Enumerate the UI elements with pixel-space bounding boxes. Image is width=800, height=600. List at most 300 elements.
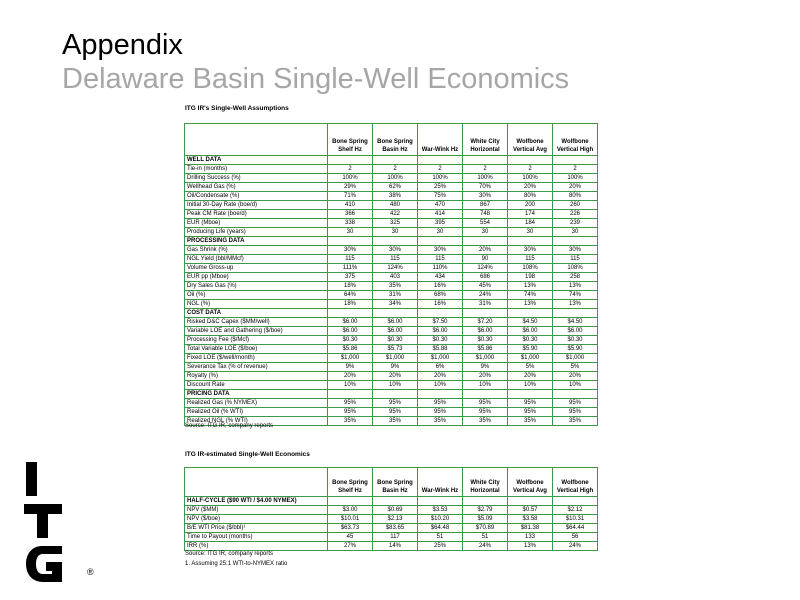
section-filler-cell bbox=[418, 237, 463, 246]
section-filler-cell bbox=[508, 497, 553, 506]
section-title: PRICING DATA bbox=[185, 390, 328, 399]
cell-value: 38% bbox=[373, 192, 418, 201]
section-filler-cell bbox=[463, 497, 508, 506]
cell-value: 325 bbox=[373, 219, 418, 228]
row-label: Oil (%) bbox=[185, 291, 328, 300]
cell-value: $10.01 bbox=[328, 515, 373, 524]
section-title: COST DATA bbox=[185, 309, 328, 318]
cell-value: $7.50 bbox=[418, 318, 463, 327]
economics-source: Source: ITG IR, company reports bbox=[185, 551, 274, 557]
cell-value: $6.00 bbox=[418, 327, 463, 336]
table-row bbox=[185, 165, 598, 174]
cell-value: 100% bbox=[418, 174, 463, 183]
cell-value: 9% bbox=[463, 363, 508, 372]
cell-value: 554 bbox=[463, 219, 508, 228]
cell-value: 30 bbox=[328, 228, 373, 237]
row-label: Risked D&C Capex ($MM/well) bbox=[185, 318, 328, 327]
section-filler-cell bbox=[373, 237, 418, 246]
table-row bbox=[185, 515, 598, 524]
row-label: Severance Tax (% of revenue) bbox=[185, 363, 328, 372]
cell-value: 90 bbox=[463, 255, 508, 264]
row-label: Initial 30-Day Rate (boe/d) bbox=[185, 201, 328, 210]
table-row bbox=[185, 408, 598, 417]
column-header: Bone Spring Shelf Hz bbox=[328, 124, 373, 156]
table-row bbox=[185, 506, 598, 515]
section-filler-cell bbox=[463, 390, 508, 399]
table-row bbox=[185, 201, 598, 210]
row-label: Variable LOE and Gathering ($/boe) bbox=[185, 327, 328, 336]
section-filler-cell bbox=[508, 156, 553, 165]
row-label: Processing Fee ($/Mcf) bbox=[185, 336, 328, 345]
cell-value: 100% bbox=[553, 174, 598, 183]
section-filler-cell bbox=[328, 237, 373, 246]
table-row bbox=[185, 524, 598, 533]
row-label: Tie-in (months) bbox=[185, 165, 328, 174]
row-label: Discount Rate bbox=[185, 381, 328, 390]
cell-value: 95% bbox=[328, 408, 373, 417]
row-label: Drilling Success (%) bbox=[185, 174, 328, 183]
table-row bbox=[185, 318, 598, 327]
cell-value: 226 bbox=[553, 210, 598, 219]
cell-value: 24% bbox=[553, 542, 598, 551]
cell-value: 95% bbox=[328, 399, 373, 408]
table-header-row bbox=[185, 468, 598, 497]
column-header: White City Horizontal bbox=[463, 124, 508, 156]
table-row bbox=[185, 183, 598, 192]
cell-value: 30 bbox=[508, 228, 553, 237]
cell-value: 2 bbox=[553, 165, 598, 174]
cell-value: $5.90 bbox=[508, 345, 553, 354]
cell-value: 13% bbox=[508, 300, 553, 309]
table-row bbox=[185, 381, 598, 390]
table-row bbox=[185, 264, 598, 273]
section-filler-cell bbox=[328, 390, 373, 399]
cell-value: 62% bbox=[373, 183, 418, 192]
row-label: Realized NGL (% WTI) bbox=[185, 417, 328, 426]
column-header: Bone Spring Shelf Hz bbox=[328, 468, 373, 497]
cell-value: 35% bbox=[373, 417, 418, 426]
cell-value: $5.86 bbox=[463, 345, 508, 354]
cell-value: 29% bbox=[328, 183, 373, 192]
row-label: NPV ($MM) bbox=[185, 506, 328, 515]
cell-value: $0.30 bbox=[553, 336, 598, 345]
table-row bbox=[185, 372, 598, 381]
cell-value: 31% bbox=[373, 291, 418, 300]
cell-value: 10% bbox=[328, 381, 373, 390]
cell-value: 35% bbox=[328, 417, 373, 426]
cell-value: $3.53 bbox=[418, 506, 463, 515]
table-row bbox=[185, 174, 598, 183]
section-filler-cell bbox=[463, 237, 508, 246]
cell-value: 403 bbox=[373, 273, 418, 282]
section-filler-cell bbox=[508, 237, 553, 246]
cell-value: 260 bbox=[553, 201, 598, 210]
cell-value: 95% bbox=[418, 399, 463, 408]
section-title: PROCESSING DATA bbox=[185, 237, 328, 246]
cell-value: 10% bbox=[508, 381, 553, 390]
cell-value: 20% bbox=[373, 372, 418, 381]
row-label: Peak CM Rate (boe/d) bbox=[185, 210, 328, 219]
cell-value: 71% bbox=[328, 192, 373, 201]
cell-value: 198 bbox=[508, 273, 553, 282]
table-row bbox=[185, 273, 598, 282]
cell-value: 110% bbox=[418, 264, 463, 273]
cell-value: 95% bbox=[508, 399, 553, 408]
section-filler-cell bbox=[373, 497, 418, 506]
cell-value: 30% bbox=[373, 246, 418, 255]
cell-value: 111% bbox=[328, 264, 373, 273]
column-header: Wolfbone Vertical High bbox=[553, 468, 598, 497]
cell-value: $5.90 bbox=[553, 345, 598, 354]
cell-value: 30% bbox=[553, 246, 598, 255]
cell-value: 20% bbox=[463, 246, 508, 255]
section-filler-cell bbox=[328, 497, 373, 506]
cell-value: $0.30 bbox=[508, 336, 553, 345]
cell-value: 95% bbox=[553, 408, 598, 417]
cell-value: $81.38 bbox=[508, 524, 553, 533]
cell-value: 80% bbox=[553, 192, 598, 201]
cell-value: $4.50 bbox=[508, 318, 553, 327]
section-header-row bbox=[185, 309, 598, 318]
row-label: EUR (Mboe) bbox=[185, 219, 328, 228]
cell-value: 414 bbox=[418, 210, 463, 219]
cell-value: $4.50 bbox=[553, 318, 598, 327]
cell-value: 18% bbox=[328, 300, 373, 309]
cell-value: 30% bbox=[328, 246, 373, 255]
cell-value: 20% bbox=[553, 372, 598, 381]
cell-value: $3.58 bbox=[508, 515, 553, 524]
table-row bbox=[185, 255, 598, 264]
cell-value: 115 bbox=[328, 255, 373, 264]
cell-value: 80% bbox=[508, 192, 553, 201]
cell-value: 20% bbox=[418, 372, 463, 381]
row-label: Gas Shrink (%) bbox=[185, 246, 328, 255]
cell-value: 100% bbox=[328, 174, 373, 183]
cell-value: 95% bbox=[463, 399, 508, 408]
cell-value: 10% bbox=[418, 381, 463, 390]
cell-value: 95% bbox=[553, 399, 598, 408]
row-label: EUR pp (Mboe) bbox=[185, 273, 328, 282]
cell-value: $1,000 bbox=[328, 354, 373, 363]
cell-value: 30% bbox=[418, 246, 463, 255]
column-header: White City Horizontal bbox=[463, 468, 508, 497]
section-title: HALF-CYCLE ($90 WTI / $4.00 NYMEX) bbox=[185, 497, 328, 506]
column-header: Wolfbone Vertical Avg bbox=[508, 124, 553, 156]
section-filler-cell bbox=[418, 156, 463, 165]
column-header: War-Wink Hz bbox=[418, 124, 463, 156]
cell-value: 35% bbox=[553, 417, 598, 426]
column-header: Bone Spring Basin Hz bbox=[373, 468, 418, 497]
row-label: Realized Oil (% WTI) bbox=[185, 408, 328, 417]
cell-value: 117 bbox=[373, 533, 418, 542]
row-label: Producing Life (years) bbox=[185, 228, 328, 237]
cell-value: $0.30 bbox=[463, 336, 508, 345]
table-row bbox=[185, 533, 598, 542]
cell-value: 20% bbox=[508, 372, 553, 381]
row-label: Total Variable LOE ($/boe) bbox=[185, 345, 328, 354]
cell-value: 25% bbox=[418, 183, 463, 192]
cell-value: $6.00 bbox=[328, 318, 373, 327]
cell-value: 5% bbox=[553, 363, 598, 372]
cell-value: $64.48 bbox=[418, 524, 463, 533]
table-row bbox=[185, 291, 598, 300]
cell-value: 20% bbox=[508, 183, 553, 192]
cell-value: $0.30 bbox=[373, 336, 418, 345]
cell-value: 75% bbox=[418, 192, 463, 201]
row-label: Dry Sales Gas (%) bbox=[185, 282, 328, 291]
cell-value: 108% bbox=[553, 264, 598, 273]
cell-value: 375 bbox=[328, 273, 373, 282]
section-filler-cell bbox=[553, 309, 598, 318]
column-header: Wolfbone Vertical Avg bbox=[508, 468, 553, 497]
cell-value: 74% bbox=[553, 291, 598, 300]
section-filler-cell bbox=[508, 390, 553, 399]
cell-value: 10% bbox=[373, 381, 418, 390]
cell-value: 124% bbox=[373, 264, 418, 273]
cell-value: $6.00 bbox=[373, 318, 418, 327]
cell-value: 35% bbox=[373, 282, 418, 291]
cell-value: 470 bbox=[418, 201, 463, 210]
cell-value: $0.30 bbox=[328, 336, 373, 345]
cell-value: 174 bbox=[508, 210, 553, 219]
cell-value: 200 bbox=[508, 201, 553, 210]
cell-value: $7.20 bbox=[463, 318, 508, 327]
cell-value: 115 bbox=[418, 255, 463, 264]
section-filler-cell bbox=[418, 497, 463, 506]
cell-value: 100% bbox=[508, 174, 553, 183]
column-header: Wolfbone Vertical High bbox=[553, 124, 598, 156]
row-label: Royalty (%) bbox=[185, 372, 328, 381]
table-row bbox=[185, 399, 598, 408]
section-header-row bbox=[185, 237, 598, 246]
page-title: Appendix bbox=[62, 29, 183, 61]
cell-value: 35% bbox=[418, 417, 463, 426]
cell-value: $6.00 bbox=[553, 327, 598, 336]
table-row bbox=[185, 210, 598, 219]
row-label: NPV ($/boe) bbox=[185, 515, 328, 524]
cell-value: 34% bbox=[373, 300, 418, 309]
cell-value: 480 bbox=[373, 201, 418, 210]
table-row bbox=[185, 363, 598, 372]
section-header-row bbox=[185, 497, 598, 506]
cell-value: 115 bbox=[373, 255, 418, 264]
column-header: War-Wink Hz bbox=[418, 468, 463, 497]
section-filler-cell bbox=[553, 237, 598, 246]
cell-value: $3.00 bbox=[328, 506, 373, 515]
cell-value: 70% bbox=[463, 183, 508, 192]
section-filler-cell bbox=[463, 156, 508, 165]
cell-value: 2 bbox=[328, 165, 373, 174]
cell-value: 100% bbox=[373, 174, 418, 183]
cell-value: 31% bbox=[463, 300, 508, 309]
cell-value: 2 bbox=[373, 165, 418, 174]
cell-value: 14% bbox=[373, 542, 418, 551]
cell-value: 2 bbox=[418, 165, 463, 174]
cell-value: 30 bbox=[418, 228, 463, 237]
cell-value: 184 bbox=[508, 219, 553, 228]
table-row bbox=[185, 345, 598, 354]
cell-value: 45 bbox=[328, 533, 373, 542]
cell-value: 68% bbox=[418, 291, 463, 300]
cell-value: 35% bbox=[508, 417, 553, 426]
table-row bbox=[185, 228, 598, 237]
section-filler-cell bbox=[553, 390, 598, 399]
cell-value: 20% bbox=[328, 372, 373, 381]
table-row bbox=[185, 542, 598, 551]
row-label: Realized Gas (% NYMEX) bbox=[185, 399, 328, 408]
cell-value: 18% bbox=[328, 282, 373, 291]
cell-value: 9% bbox=[328, 363, 373, 372]
cell-value: 13% bbox=[553, 300, 598, 309]
cell-value: 30 bbox=[553, 228, 598, 237]
cell-value: 10% bbox=[463, 381, 508, 390]
cell-value: 35% bbox=[463, 417, 508, 426]
section-filler-cell bbox=[463, 309, 508, 318]
cell-value: 95% bbox=[373, 399, 418, 408]
itg-logo bbox=[24, 462, 99, 584]
cell-value: 27% bbox=[328, 542, 373, 551]
cell-value: $0.57 bbox=[508, 506, 553, 515]
cell-value: 239 bbox=[553, 219, 598, 228]
header-blank-cell bbox=[185, 468, 328, 497]
economics-caption: ITG IR-estimated Single-Well Economics bbox=[185, 451, 310, 458]
cell-value: $5.73 bbox=[373, 345, 418, 354]
cell-value: 95% bbox=[373, 408, 418, 417]
cell-value: $0.30 bbox=[418, 336, 463, 345]
cell-value: 74% bbox=[508, 291, 553, 300]
cell-value: $10.20 bbox=[418, 515, 463, 524]
cell-value: $5.88 bbox=[418, 345, 463, 354]
cell-value: 13% bbox=[508, 282, 553, 291]
cell-value: $6.00 bbox=[328, 327, 373, 336]
page-subtitle: Delaware Basin Single-Well Economics bbox=[62, 63, 570, 95]
cell-value: 20% bbox=[463, 372, 508, 381]
registered-mark: ® bbox=[87, 567, 94, 577]
cell-value: $6.00 bbox=[373, 327, 418, 336]
cell-value: 108% bbox=[508, 264, 553, 273]
row-label: B/E WTI Price ($/bbl)¹ bbox=[185, 524, 328, 533]
table-header-row bbox=[185, 124, 598, 156]
table-row bbox=[185, 300, 598, 309]
row-label: Wellhead Gas (%) bbox=[185, 183, 328, 192]
cell-value: 24% bbox=[463, 291, 508, 300]
section-filler-cell bbox=[418, 309, 463, 318]
cell-value: $2.79 bbox=[463, 506, 508, 515]
cell-value: 422 bbox=[373, 210, 418, 219]
row-label: Time to Payout (months) bbox=[185, 533, 328, 542]
table-row bbox=[185, 336, 598, 345]
cell-value: 30 bbox=[373, 228, 418, 237]
table-row bbox=[185, 192, 598, 201]
cell-value: $83.65 bbox=[373, 524, 418, 533]
cell-value: 6% bbox=[418, 363, 463, 372]
section-filler-cell bbox=[328, 156, 373, 165]
cell-value: 20% bbox=[553, 183, 598, 192]
section-filler-cell bbox=[328, 309, 373, 318]
cell-value: $6.00 bbox=[508, 327, 553, 336]
cell-value: $1,000 bbox=[463, 354, 508, 363]
cell-value: 867 bbox=[463, 201, 508, 210]
cell-value: 124% bbox=[463, 264, 508, 273]
cell-value: 13% bbox=[553, 282, 598, 291]
table-row bbox=[185, 219, 598, 228]
section-title: WELL DATA bbox=[185, 156, 328, 165]
cell-value: 64% bbox=[328, 291, 373, 300]
cell-value: 16% bbox=[418, 282, 463, 291]
cell-value: $64.44 bbox=[553, 524, 598, 533]
cell-value: $5.86 bbox=[328, 345, 373, 354]
cell-value: 5% bbox=[508, 363, 553, 372]
cell-value: 95% bbox=[418, 408, 463, 417]
cell-value: $0.69 bbox=[373, 506, 418, 515]
cell-value: 95% bbox=[508, 408, 553, 417]
cell-value: 434 bbox=[418, 273, 463, 282]
economics-table bbox=[184, 467, 598, 551]
economics-footnote: 1. Assuming 25:1 WTI-to-NYMEX ratio bbox=[185, 561, 288, 567]
section-filler-cell bbox=[373, 390, 418, 399]
table-row bbox=[185, 282, 598, 291]
cell-value: 24% bbox=[463, 542, 508, 551]
row-label: Fixed LOE ($/well/month) bbox=[185, 354, 328, 363]
cell-value: 51 bbox=[463, 533, 508, 542]
cell-value: 686 bbox=[463, 273, 508, 282]
cell-value: 30 bbox=[463, 228, 508, 237]
cell-value: 10% bbox=[553, 381, 598, 390]
cell-value: $1,000 bbox=[373, 354, 418, 363]
cell-value: 748 bbox=[463, 210, 508, 219]
row-label: NGL Yield (bbl/MMcf) bbox=[185, 255, 328, 264]
table-row bbox=[185, 354, 598, 363]
cell-value: $10.31 bbox=[553, 515, 598, 524]
cell-value: 95% bbox=[463, 408, 508, 417]
section-header-row bbox=[185, 390, 598, 399]
cell-value: 410 bbox=[328, 201, 373, 210]
assumptions-source: Source: ITG IR, company reports bbox=[185, 423, 274, 429]
table-row bbox=[185, 246, 598, 255]
cell-value: 115 bbox=[508, 255, 553, 264]
row-label: IRR (%) bbox=[185, 542, 328, 551]
cell-value: $6.00 bbox=[463, 327, 508, 336]
row-label: NGL (%) bbox=[185, 300, 328, 309]
cell-value: $2.12 bbox=[553, 506, 598, 515]
section-filler-cell bbox=[508, 309, 553, 318]
assumptions-caption: ITG IR's Single-Well Assumptions bbox=[185, 105, 289, 112]
table-row bbox=[185, 327, 598, 336]
section-filler-cell bbox=[373, 156, 418, 165]
cell-value: $5.09 bbox=[463, 515, 508, 524]
cell-value: 338 bbox=[328, 219, 373, 228]
cell-value: 133 bbox=[508, 533, 553, 542]
cell-value: 25% bbox=[418, 542, 463, 551]
section-header-row bbox=[185, 156, 598, 165]
cell-value: 2 bbox=[463, 165, 508, 174]
cell-value: $1,000 bbox=[418, 354, 463, 363]
cell-value: 258 bbox=[553, 273, 598, 282]
cell-value: 115 bbox=[553, 255, 598, 264]
cell-value: 45% bbox=[463, 282, 508, 291]
cell-value: 13% bbox=[508, 542, 553, 551]
row-label: Oil/Condensate (%) bbox=[185, 192, 328, 201]
section-filler-cell bbox=[553, 156, 598, 165]
assumptions-table bbox=[184, 123, 598, 426]
cell-value: $63.73 bbox=[328, 524, 373, 533]
cell-value: 56 bbox=[553, 533, 598, 542]
cell-value: 395 bbox=[418, 219, 463, 228]
cell-value: 30% bbox=[463, 192, 508, 201]
cell-value: $1,000 bbox=[553, 354, 598, 363]
cell-value: 30% bbox=[508, 246, 553, 255]
header-blank-cell bbox=[185, 124, 328, 156]
